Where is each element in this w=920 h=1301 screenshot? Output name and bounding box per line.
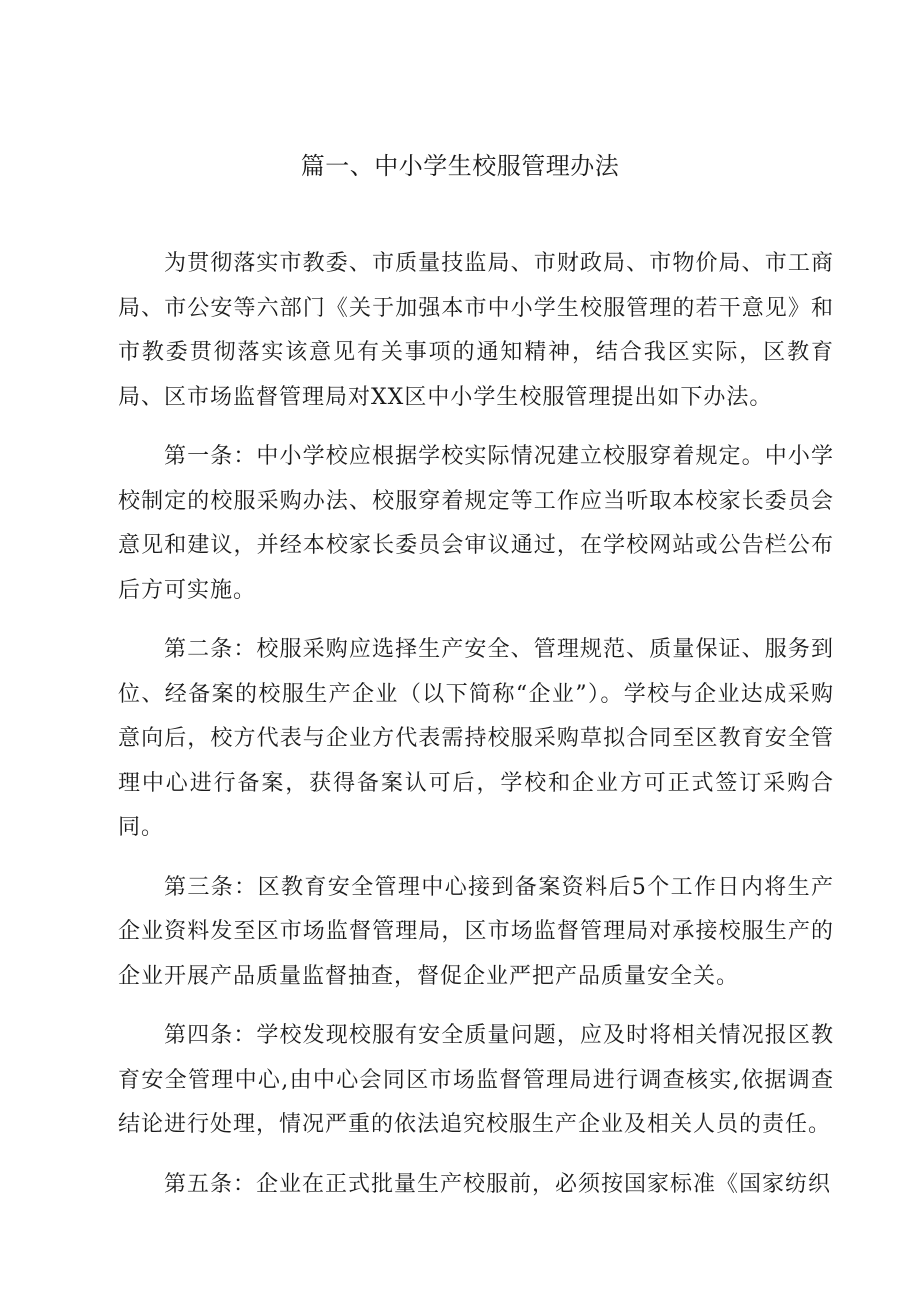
paragraph-article-1: 第一条：中小学校应根据学校实际情况建立校服穿着规定。中小学校制定的校服采购办法、校服穿着规定等工作应当听取本校家长委员会意见和建议，并经本校家长委员会审议通过，在学校网站或公告栏公布后方可实施。 — [118, 444, 834, 603]
paragraph-article-4: 第四条：学校发现校服有安全质量问题，应及时将相关情况报区教育安全管理中心,由中心会同区市场监督管理局进行调查核实,依据调查结论进行处理，情况严重的依法追究校服生产企业及相关人员的责任。 — [118, 1023, 834, 1137]
paragraph-article-3: 第三条：区教育安全管理中心接到备案资料后5个工作日内将生产企业资料发至区市场监督管理局，区市场监督管理局对承接校服生产的企业开展产品质量监督抽查，督促企业严把产品质量安全关。 — [118, 874, 834, 989]
paragraph-article-5: 第五条：企业在正式批量生产校服前，必须按国家标准《国家纺织 — [164, 1171, 832, 1197]
document-title: 篇一、中小学生校服管理办法 — [300, 152, 620, 180]
paragraph-intro: 为贯彻落实市教委、市质量技监局、市财政局、市物价局、市工商局、市公安等六部门《关于加强本市中小学生校服管理的若干意见》和市教委贯彻落实该意见有关事项的通知精神，结合我区实际，区教育局、区市场监督管理局对XX区中小学生校服管理提出如下办法。 — [118, 251, 834, 410]
paragraph-article-2: 第二条：校服采购应选择生产安全、管理规范、质量保证、服务到位、经备案的校服生产企业（以下简称“企业”）。学校与企业达成采购意向后，校方代表与企业方代表需持校服采购草拟合同至区教育安全管理中心进行备案，获得备案认可后，学校和企业方可正式签订采购合同。 — [118, 637, 834, 840]
document-body — [118, 242, 834, 1222]
